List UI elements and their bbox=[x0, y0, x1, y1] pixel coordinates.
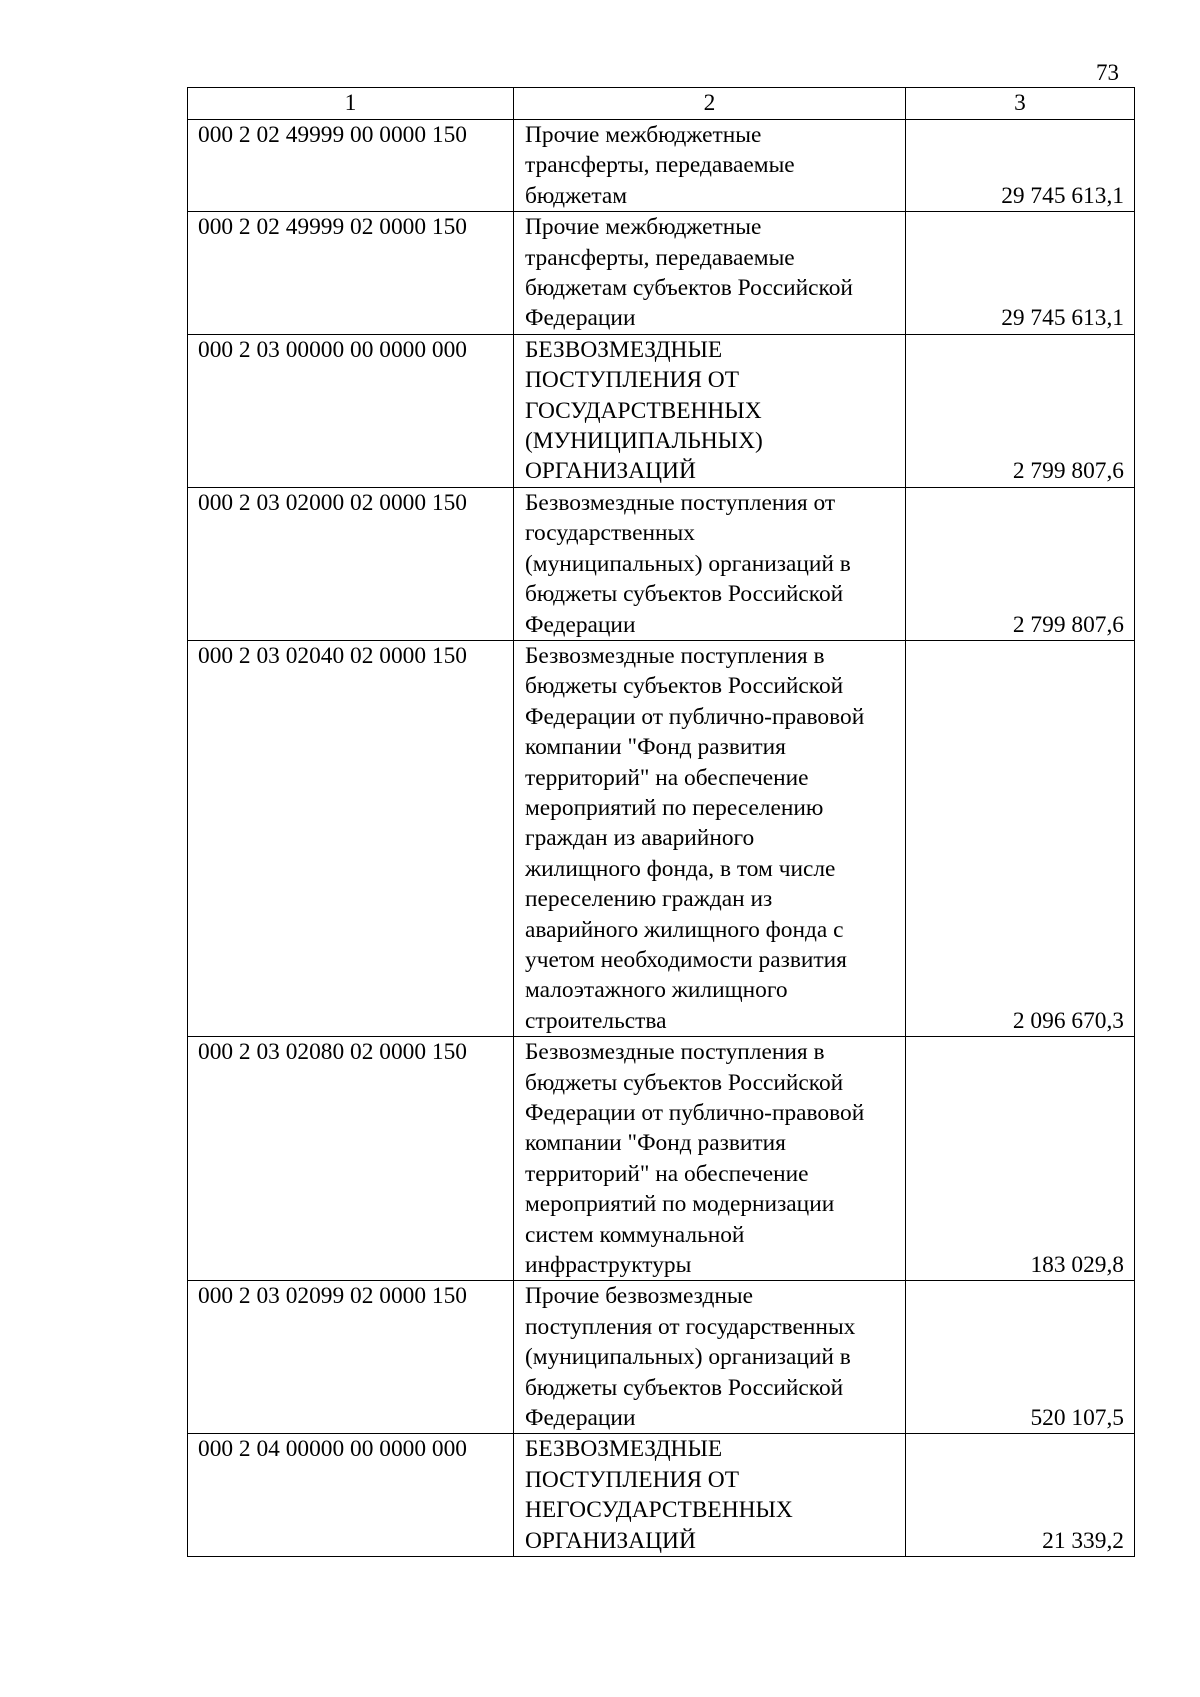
table-row bbox=[188, 334, 1135, 487]
name-cell bbox=[514, 334, 906, 487]
column-header-2: 2 bbox=[514, 88, 906, 120]
table-row bbox=[188, 1434, 1135, 1557]
name-cell bbox=[514, 487, 906, 640]
amount-cell: 2 799 807,6 bbox=[906, 487, 1135, 640]
code-cell: 000 2 04 00000 00 0000 000 bbox=[188, 1434, 514, 1557]
name-cell bbox=[514, 1037, 906, 1281]
name-text: БЕЗВОЗМЕЗДНЫЕ ПОСТУПЛЕНИЯ ОТ ГОСУДАРСТВЕННЫХ (МУНИЦИПАЛЬНЫХ) ОРГАНИЗАЦИЙ bbox=[525, 336, 763, 485]
code-cell: 000 2 03 02000 02 0000 150 bbox=[188, 487, 514, 640]
amount-cell: 2 096 670,3 bbox=[906, 640, 1135, 1036]
column-header-3: 3 bbox=[906, 88, 1135, 120]
table-row bbox=[188, 1281, 1135, 1434]
table-header-row bbox=[188, 88, 1135, 120]
name-text: Безвозмездные поступления от государственных (муниципальных) организаций в бюджеты субъектов Российской Федерации bbox=[525, 489, 851, 638]
code-cell: 000 2 02 49999 02 0000 150 bbox=[188, 212, 514, 335]
name-text: Безвозмездные поступления в бюджеты субъектов Российской Федерации от публично-правовой компании "Фонд развития территорий" на обеспечение мероприятий по модернизации систем коммунальной инфраструктуры bbox=[525, 1039, 865, 1279]
amount-cell: 21 339,2 bbox=[906, 1434, 1135, 1557]
amount-cell: 2 799 807,6 bbox=[906, 334, 1135, 487]
name-text: Прочие межбюджетные трансферты, передаваемые бюджетам субъектов Российской Федерации bbox=[525, 214, 853, 332]
name-cell bbox=[514, 212, 906, 335]
name-cell bbox=[514, 120, 906, 212]
amount-cell: 29 745 613,1 bbox=[906, 212, 1135, 335]
name-cell bbox=[514, 1281, 906, 1434]
table-row bbox=[188, 487, 1135, 640]
page-number: 73 bbox=[1096, 60, 1119, 85]
table-row bbox=[188, 120, 1135, 212]
name-cell bbox=[514, 640, 906, 1036]
name-text: БЕЗВОЗМЕЗДНЫЕ ПОСТУПЛЕНИЯ ОТ НЕГОСУДАРСТВЕННЫХ ОРГАНИЗАЦИЙ bbox=[525, 1436, 793, 1554]
budget-table bbox=[187, 87, 1135, 1557]
table-row bbox=[188, 1037, 1135, 1281]
code-cell: 000 2 02 49999 00 0000 150 bbox=[188, 120, 514, 212]
name-text: Прочие безвозмездные поступления от государственных (муниципальных) организаций в бюджеты субъектов Российской Федерации bbox=[525, 1283, 856, 1432]
code-cell: 000 2 03 00000 00 0000 000 bbox=[188, 334, 514, 487]
code-cell: 000 2 03 02080 02 0000 150 bbox=[188, 1037, 514, 1281]
table-row bbox=[188, 212, 1135, 335]
amount-cell: 29 745 613,1 bbox=[906, 120, 1135, 212]
code-cell: 000 2 03 02040 02 0000 150 bbox=[188, 640, 514, 1036]
amount-cell: 520 107,5 bbox=[906, 1281, 1135, 1434]
name-text: Безвозмездные поступления в бюджеты субъектов Российской Федерации от публично-правовой компании "Фонд развития территорий" на обеспечение мероприятий по переселению граждан из аварийного жилищного фонда, в том числе переселению граждан из аварийного жилищного фонда с учетом необходимости развития малоэтажного жилищного строительства bbox=[525, 642, 865, 1034]
name-cell bbox=[514, 1434, 906, 1557]
name-text: Прочие межбюджетные трансферты, передаваемые бюджетам bbox=[525, 122, 795, 209]
table-row bbox=[188, 640, 1135, 1036]
column-header-1: 1 bbox=[188, 88, 514, 120]
amount-cell: 183 029,8 bbox=[906, 1037, 1135, 1281]
code-cell: 000 2 03 02099 02 0000 150 bbox=[188, 1281, 514, 1434]
